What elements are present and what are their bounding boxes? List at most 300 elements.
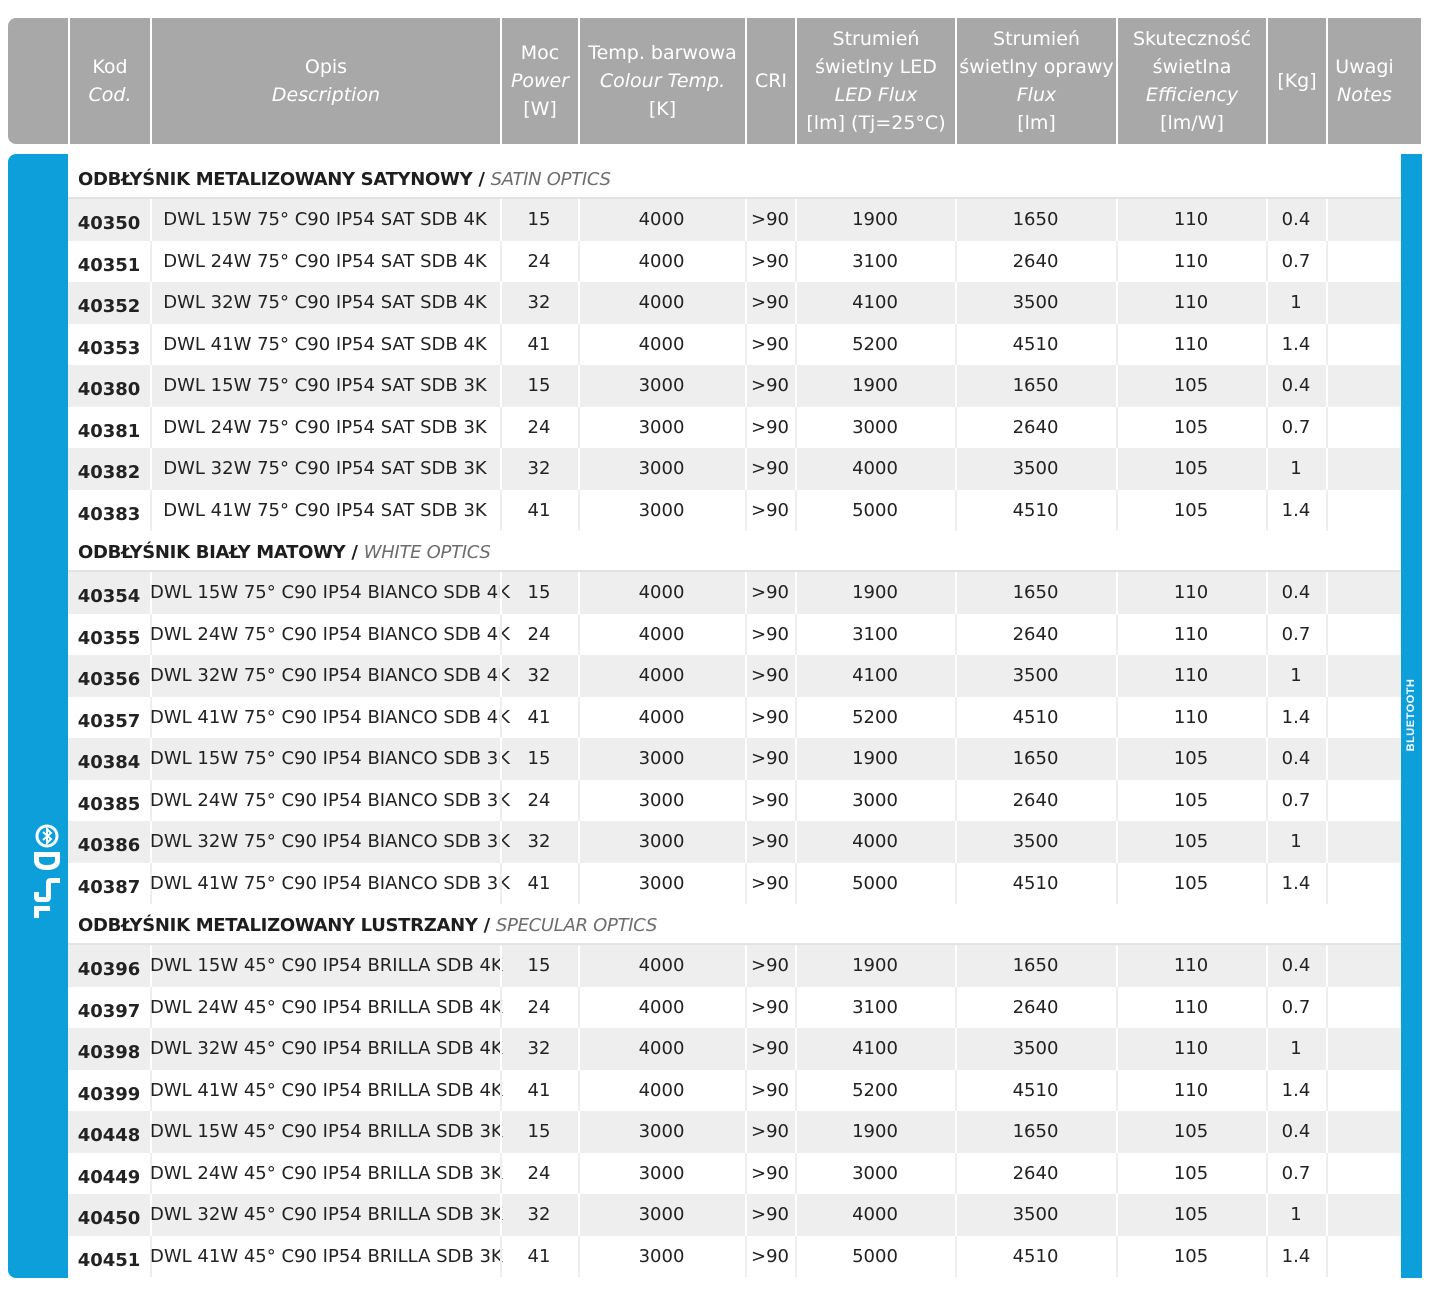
cell-cri: >90 — [751, 789, 789, 811]
cell-code: 40448 — [77, 1125, 141, 1146]
cell-notes — [1326, 738, 1401, 780]
cell-temp: 3000 — [638, 789, 685, 811]
cell-notes — [1326, 655, 1401, 697]
table-row — [68, 1194, 1401, 1236]
cell-led-flux: 3100 — [852, 996, 898, 1018]
cell-notes — [1326, 863, 1401, 905]
cell-eff: 105 — [1173, 416, 1209, 438]
cell-eff: 110 — [1173, 209, 1209, 230]
cell-flux: 2640 — [1012, 996, 1059, 1018]
table-row — [68, 490, 1401, 532]
cell-power: 15 — [527, 375, 551, 396]
cell-power: 32 — [527, 1204, 551, 1225]
cell-flux: 1650 — [1012, 748, 1059, 769]
cell-led-flux: 1900 — [852, 748, 898, 769]
cell-desc: DWL 41W 75° C90 IP54 BIANCO SDB 3K — [150, 872, 510, 894]
cell-eff: 105 — [1173, 1204, 1209, 1225]
sd-side-bar — [8, 154, 68, 1278]
section-header — [68, 532, 1401, 572]
cell-temp: 3000 — [638, 458, 685, 479]
table-row — [68, 738, 1401, 780]
cell-notes — [1326, 365, 1401, 407]
cell-flux: 3500 — [1012, 665, 1059, 686]
cell-kg: 0.7 — [1281, 250, 1311, 272]
cell-led-flux: 1900 — [852, 375, 898, 396]
cell-notes — [1326, 241, 1401, 283]
cell-temp: 4000 — [638, 250, 685, 272]
table-row — [68, 365, 1401, 407]
cell-eff: 110 — [1173, 250, 1209, 272]
header-text: Notes — [1337, 84, 1392, 106]
cell-power: 15 — [527, 582, 551, 603]
cell-eff: 105 — [1173, 831, 1209, 852]
header-text: Moc — [520, 42, 560, 64]
cell-led-flux: 1900 — [852, 582, 898, 603]
cell-cri: >90 — [751, 831, 789, 852]
table-row — [68, 241, 1401, 283]
bluetooth-label: BLUETOOTH — [1405, 678, 1417, 752]
cell-cri: >90 — [751, 582, 789, 603]
section-title-pl: ODBŁYŚNIK BIAŁY MATOWY — [78, 542, 346, 563]
cell-code: 40451 — [77, 1249, 141, 1271]
cell-flux: 4510 — [1012, 1079, 1059, 1101]
cell-notes — [1326, 614, 1401, 656]
header-text: Cod. — [88, 84, 132, 106]
table-row — [68, 1111, 1401, 1153]
cell-cri: >90 — [751, 209, 789, 230]
cell-power: 24 — [527, 789, 551, 811]
cell-desc: DWL 41W 75° C90 IP54 BIANCO SDB 4K — [150, 706, 510, 728]
cell-code: 40385 — [77, 793, 141, 815]
cell-eff: 110 — [1173, 333, 1209, 355]
header-text: Uwagi — [1335, 56, 1394, 78]
cell-desc: DWL 32W 75° C90 IP54 BIANCO SDB 4K — [150, 665, 510, 686]
header-col-power — [500, 18, 578, 144]
cell-desc: DWL 24W 75° C90 IP54 BIANCO SDB 4K — [150, 623, 510, 645]
cell-eff: 105 — [1173, 872, 1209, 894]
cell-eff: 110 — [1173, 1038, 1209, 1059]
header-col-temp — [578, 18, 745, 144]
cell-notes — [1326, 407, 1401, 449]
cell-led-flux: 1900 — [852, 1121, 898, 1142]
cell-cri: >90 — [751, 748, 789, 769]
cell-temp: 3000 — [638, 416, 685, 438]
cell-notes — [1326, 1153, 1401, 1195]
cell-power: 15 — [527, 748, 551, 769]
cell-temp: 4000 — [638, 996, 685, 1018]
cell-notes — [1326, 324, 1401, 366]
cell-flux: 3500 — [1012, 1204, 1059, 1225]
cell-kg: 1.4 — [1281, 1245, 1311, 1267]
header-text: [W] — [523, 98, 557, 120]
cell-power: 32 — [527, 292, 551, 313]
table-row — [68, 614, 1401, 656]
cell-temp: 4000 — [638, 1079, 685, 1101]
cell-kg: 0.4 — [1281, 1121, 1311, 1142]
cell-eff: 110 — [1173, 955, 1209, 976]
cell-kg: 1 — [1290, 458, 1302, 479]
header-text: [lm] — [1017, 112, 1056, 134]
table-row — [68, 697, 1401, 739]
cell-cri: >90 — [751, 996, 789, 1018]
cell-flux: 4510 — [1012, 499, 1059, 521]
cell-desc: DWL 41W 75° C90 IP54 SAT SDB 4K — [163, 333, 487, 355]
cell-temp: 4000 — [638, 623, 685, 645]
cell-flux: 4510 — [1012, 706, 1059, 728]
cell-cri: >90 — [751, 333, 789, 355]
cell-temp: 3000 — [638, 1121, 685, 1142]
cell-power: 32 — [527, 458, 551, 479]
cell-notes — [1326, 697, 1401, 739]
cell-kg: 0.4 — [1281, 955, 1311, 976]
cell-desc: DWL 41W 75° C90 IP54 SAT SDB 3K — [163, 499, 487, 521]
cell-kg: 0.4 — [1281, 748, 1311, 769]
table-row — [68, 821, 1401, 863]
cell-notes — [1326, 1111, 1401, 1153]
cell-code: 40380 — [77, 379, 141, 400]
cell-desc: DWL 32W 75° C90 IP54 BIANCO SDB 3K — [150, 831, 510, 852]
cell-desc: DWL 41W 45° C90 IP54 BRILLA SDB 3K — [150, 1245, 503, 1267]
cell-led-flux: 4000 — [852, 1204, 898, 1225]
cell-eff: 105 — [1173, 1121, 1209, 1142]
cell-flux: 1650 — [1012, 375, 1059, 396]
table-row — [68, 199, 1401, 241]
header-text: Kod — [92, 56, 128, 78]
cell-kg: 0.4 — [1281, 209, 1311, 230]
cell-kg: 0.4 — [1281, 582, 1311, 603]
cell-cri: >90 — [751, 1038, 789, 1059]
cell-kg: 1.4 — [1281, 1079, 1311, 1101]
cell-temp: 4000 — [638, 333, 685, 355]
cell-kg: 1 — [1290, 1204, 1302, 1225]
header-text: świetlna — [1152, 56, 1232, 78]
cell-desc: DWL 41W 45° C90 IP54 BRILLA SDB 4K — [150, 1079, 503, 1101]
header-text: świetlny LED — [815, 56, 937, 78]
cell-code: 40352 — [77, 296, 141, 317]
cell-led-flux: 5000 — [852, 1245, 898, 1267]
cell-notes — [1326, 572, 1401, 614]
cell-temp: 4000 — [638, 1038, 685, 1059]
section-title-en: SPECULAR OPTICS — [495, 915, 658, 936]
header-text: Skuteczność — [1132, 28, 1252, 50]
section-title-pl: ODBŁYŚNIK METALIZOWANY SATYNOWY — [78, 169, 473, 190]
cell-kg: 1.4 — [1281, 706, 1311, 728]
cell-eff: 110 — [1173, 996, 1209, 1018]
table-row — [68, 1070, 1401, 1112]
cell-code: 40449 — [77, 1166, 141, 1188]
cell-eff: 110 — [1173, 665, 1209, 686]
cell-power: 24 — [527, 623, 551, 645]
cell-cri: >90 — [751, 706, 789, 728]
cell-flux: 2640 — [1012, 623, 1059, 645]
cell-cri: >90 — [751, 1204, 789, 1225]
section-title-pl: ODBŁYŚNIK METALIZOWANY LUSTRZANY — [78, 915, 478, 936]
cell-notes — [1326, 448, 1401, 490]
section-title-en: WHITE OPTICS — [363, 542, 491, 563]
cell-temp: 3000 — [638, 375, 685, 396]
cell-flux: 3500 — [1012, 831, 1059, 852]
table-row — [68, 1028, 1401, 1070]
cell-flux: 3500 — [1012, 1038, 1059, 1059]
cell-notes — [1326, 282, 1401, 324]
header-text: Colour Temp. — [599, 70, 726, 92]
header-text: LED Flux — [834, 84, 918, 106]
cell-eff: 105 — [1173, 499, 1209, 521]
cell-temp: 3000 — [638, 831, 685, 852]
cell-notes — [1326, 821, 1401, 863]
cell-led-flux: 4100 — [852, 292, 898, 313]
cell-cri: >90 — [751, 955, 789, 976]
cell-notes — [1326, 945, 1401, 987]
table-row — [68, 780, 1401, 822]
cell-eff: 105 — [1173, 748, 1209, 769]
cell-temp: 4000 — [638, 665, 685, 686]
cell-desc: DWL 15W 45° C90 IP54 BRILLA SDB 4K — [150, 955, 503, 976]
cell-desc: DWL 24W 75° C90 IP54 BIANCO SDB 3K — [150, 789, 510, 811]
cell-led-flux: 1900 — [852, 955, 898, 976]
cell-notes — [1326, 1028, 1401, 1070]
cell-kg: 1 — [1290, 831, 1302, 852]
cell-flux: 2640 — [1012, 1162, 1059, 1184]
cell-code: 40396 — [77, 959, 141, 980]
cell-desc: DWL 15W 75° C90 IP54 SAT SDB 3K — [163, 375, 487, 396]
cell-notes — [1326, 199, 1401, 241]
header-text: CRI — [754, 70, 788, 92]
cell-eff: 105 — [1173, 789, 1209, 811]
header-col-cri — [745, 18, 795, 144]
cell-temp: 3000 — [638, 1162, 685, 1184]
header-text: świetlny oprawy — [959, 56, 1114, 78]
cell-cri: >90 — [751, 292, 789, 313]
header-text: Efficiency — [1145, 84, 1239, 106]
cell-cri: >90 — [751, 1121, 789, 1142]
table-row — [68, 407, 1401, 449]
cell-desc: DWL 24W 75° C90 IP54 SAT SDB 4K — [163, 250, 487, 272]
cell-flux: 2640 — [1012, 789, 1059, 811]
cell-power: 15 — [527, 1121, 551, 1142]
cell-power: 15 — [527, 209, 551, 230]
cell-power: 41 — [527, 1079, 551, 1101]
cell-temp: 4000 — [638, 292, 685, 313]
cell-cri: >90 — [751, 1162, 789, 1184]
header-text: Flux — [1016, 84, 1057, 106]
cell-kg: 0.7 — [1281, 416, 1311, 438]
table-row — [68, 655, 1401, 697]
cell-code: 40381 — [77, 420, 141, 442]
cell-led-flux: 3100 — [852, 623, 898, 645]
cell-flux: 2640 — [1012, 416, 1059, 438]
cell-desc: DWL 24W 75° C90 IP54 SAT SDB 3K — [163, 416, 487, 438]
cell-kg: 1 — [1290, 292, 1302, 313]
table-row — [68, 324, 1401, 366]
header-col-flux — [955, 18, 1116, 144]
section-header — [68, 905, 1401, 945]
section-title-en: SATIN OPTICS — [490, 169, 611, 190]
cell-led-flux: 5200 — [852, 706, 898, 728]
cell-desc: DWL 15W 45° C90 IP54 BRILLA SDB 3K — [150, 1121, 503, 1142]
section-title — [78, 169, 611, 190]
header-text: Strumień — [993, 28, 1080, 50]
cell-power: 32 — [527, 665, 551, 686]
cell-code: 40354 — [77, 586, 141, 607]
cell-led-flux: 4100 — [852, 665, 898, 686]
cell-code: 40387 — [77, 876, 141, 898]
section-title — [78, 915, 657, 936]
cell-temp: 4000 — [638, 955, 685, 976]
sd-bluetooth-logo-icon — [30, 822, 64, 922]
cell-cri: >90 — [751, 1079, 789, 1101]
cell-kg: 0.7 — [1281, 789, 1311, 811]
cell-cri: >90 — [751, 458, 789, 479]
cell-code: 40356 — [77, 669, 141, 690]
cell-power: 32 — [527, 1038, 551, 1059]
cell-power: 24 — [527, 416, 551, 438]
cell-flux: 1650 — [1012, 955, 1059, 976]
cell-led-flux: 4000 — [852, 831, 898, 852]
cell-power: 41 — [527, 1245, 551, 1267]
cell-kg: 0.7 — [1281, 996, 1311, 1018]
table-row — [68, 863, 1401, 905]
header-col-eff — [1116, 18, 1266, 144]
cell-desc: DWL 32W 45° C90 IP54 BRILLA SDB 4K — [150, 1038, 503, 1059]
cell-notes — [1326, 780, 1401, 822]
cell-eff: 110 — [1173, 582, 1209, 603]
cell-code: 40357 — [77, 710, 141, 732]
cell-notes — [1326, 490, 1401, 532]
cell-code: 40355 — [77, 627, 141, 649]
cell-power: 24 — [527, 250, 551, 272]
section-title-separator: / — [483, 915, 490, 936]
table-row — [68, 1236, 1401, 1278]
cell-eff: 110 — [1173, 623, 1209, 645]
cell-desc: DWL 24W 45° C90 IP54 BRILLA SDB 3K — [150, 1162, 503, 1184]
cell-notes — [1326, 1194, 1401, 1236]
cell-kg: 0.4 — [1281, 375, 1311, 396]
cell-power: 15 — [527, 955, 551, 976]
cell-temp: 3000 — [638, 748, 685, 769]
cell-led-flux: 3100 — [852, 250, 898, 272]
cell-code: 40384 — [77, 752, 141, 773]
cell-code: 40399 — [77, 1083, 141, 1105]
cell-led-flux: 4100 — [852, 1038, 898, 1059]
cell-cri: >90 — [751, 375, 789, 396]
cell-power: 41 — [527, 333, 551, 355]
cell-led-flux: 5200 — [852, 1079, 898, 1101]
cell-notes — [1326, 1236, 1401, 1278]
cell-code: 40450 — [77, 1208, 141, 1229]
cell-flux: 3500 — [1012, 458, 1059, 479]
header-text: [K] — [648, 98, 677, 120]
table-row — [68, 282, 1401, 324]
cell-kg: 1.4 — [1281, 333, 1311, 355]
cell-kg: 1.4 — [1281, 499, 1311, 521]
cell-temp: 4000 — [638, 209, 685, 230]
cell-eff: 105 — [1173, 1245, 1209, 1267]
table-row — [68, 572, 1401, 614]
cell-temp: 4000 — [638, 706, 685, 728]
cell-code: 40350 — [77, 213, 141, 234]
cell-eff: 110 — [1173, 292, 1209, 313]
cell-flux: 1650 — [1012, 1121, 1059, 1142]
cell-cri: >90 — [751, 1245, 789, 1267]
header-col-notes — [1326, 18, 1401, 144]
section-title — [78, 542, 491, 563]
cell-desc: DWL 15W 75° C90 IP54 SAT SDB 4K — [163, 209, 487, 230]
cell-desc: DWL 32W 75° C90 IP54 SAT SDB 4K — [163, 292, 487, 313]
cell-power: 24 — [527, 1162, 551, 1184]
section-title-separator: / — [351, 542, 358, 563]
cell-kg: 1 — [1290, 665, 1302, 686]
header-col-led-flux — [795, 18, 955, 144]
cell-notes — [1326, 987, 1401, 1029]
cell-temp: 3000 — [638, 1204, 685, 1225]
cell-code: 40383 — [77, 503, 141, 525]
cell-code: 40386 — [77, 835, 141, 856]
header-col-desc — [150, 18, 500, 144]
cell-temp: 3000 — [638, 1245, 685, 1267]
header-col-kg — [1266, 18, 1326, 144]
cell-code: 40397 — [77, 1000, 141, 1022]
header-text: [Kg] — [1277, 70, 1317, 92]
cell-eff: 105 — [1173, 458, 1209, 479]
header-col-code — [68, 18, 150, 144]
cell-kg: 1 — [1290, 1038, 1302, 1059]
cell-led-flux: 5000 — [852, 499, 898, 521]
cell-eff: 110 — [1173, 706, 1209, 728]
cell-flux: 1650 — [1012, 209, 1059, 230]
cell-power: 41 — [527, 499, 551, 521]
cell-code: 40398 — [77, 1042, 141, 1063]
cell-flux: 2640 — [1012, 250, 1059, 272]
cell-cri: >90 — [751, 665, 789, 686]
cell-kg: 0.7 — [1281, 623, 1311, 645]
cell-power: 32 — [527, 831, 551, 852]
cell-power: 24 — [527, 996, 551, 1018]
header-text: Description — [271, 84, 381, 106]
cell-led-flux: 3000 — [852, 416, 898, 438]
cell-notes — [1326, 1070, 1401, 1112]
header-text: Opis — [304, 56, 348, 78]
cell-flux: 1650 — [1012, 582, 1059, 603]
section-title-separator: / — [478, 169, 485, 190]
cell-desc: DWL 32W 45° C90 IP54 BRILLA SDB 3K — [150, 1204, 503, 1225]
cell-eff: 105 — [1173, 1162, 1209, 1184]
cell-cri: >90 — [751, 499, 789, 521]
cell-desc: DWL 15W 75° C90 IP54 BIANCO SDB 3K — [150, 748, 510, 769]
cell-flux: 4510 — [1012, 1245, 1059, 1267]
cell-led-flux: 5200 — [852, 333, 898, 355]
header-text: Strumień — [832, 28, 920, 50]
table-row — [68, 1153, 1401, 1195]
cell-cri: >90 — [751, 872, 789, 894]
cell-code: 40353 — [77, 337, 141, 359]
cell-led-flux: 3000 — [852, 1162, 898, 1184]
cell-code: 40351 — [77, 254, 141, 276]
cell-eff: 110 — [1173, 1079, 1209, 1101]
cell-flux: 4510 — [1012, 333, 1059, 355]
cell-eff: 105 — [1173, 375, 1209, 396]
cell-desc: DWL 15W 75° C90 IP54 BIANCO SDB 4K — [150, 582, 510, 603]
table-row — [68, 945, 1401, 987]
cell-led-flux: 4000 — [852, 458, 898, 479]
section-header — [68, 159, 1401, 199]
cell-power: 41 — [527, 872, 551, 894]
header-text: Power — [510, 70, 570, 92]
cell-cri: >90 — [751, 623, 789, 645]
table-row — [68, 448, 1401, 490]
cell-power: 41 — [527, 706, 551, 728]
cell-code: 40382 — [77, 462, 141, 483]
